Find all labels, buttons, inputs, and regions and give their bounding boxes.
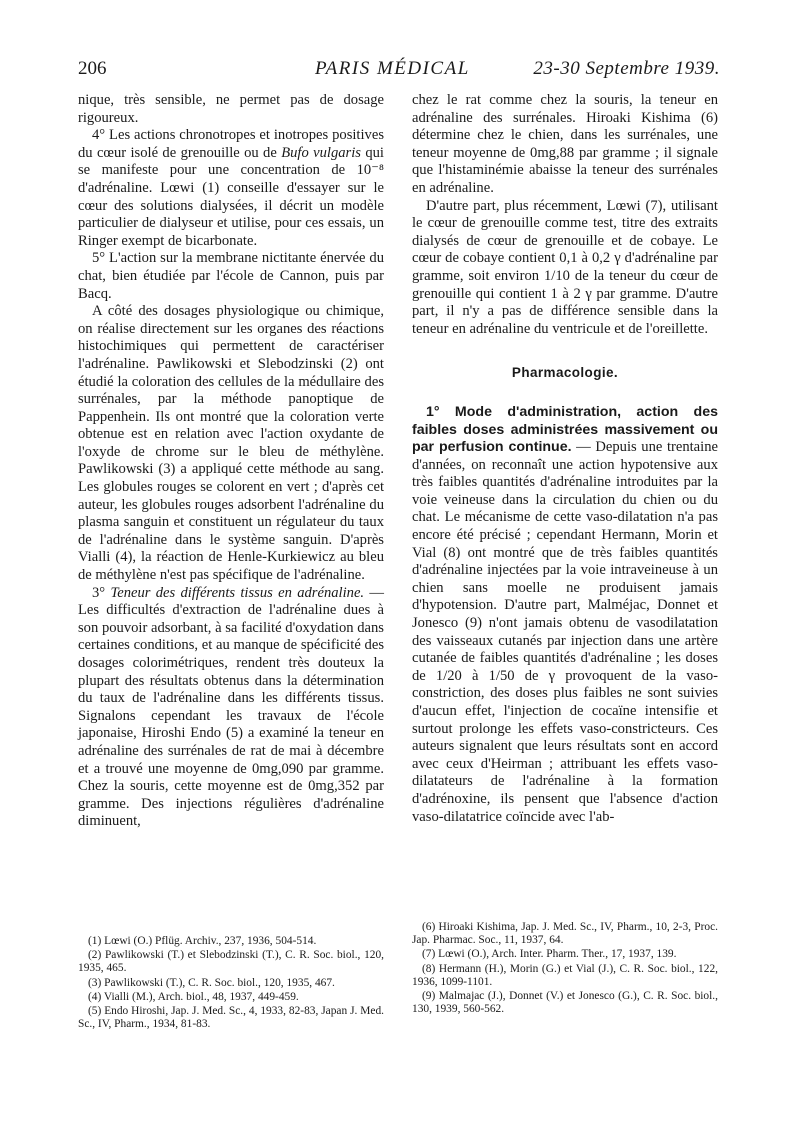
footnotes-right (412, 921, 718, 1017)
running-header (78, 58, 720, 86)
footnote: (4) Vialli (M.), Arch. biol., 48, 1937, 449-459. (88, 990, 299, 1003)
footnotes-left (78, 935, 384, 1032)
paragraph: 5° L'action sur la membrane nictitante énervée du chat, bien étudiée par l'école de Cannon, puis par Bacq. (78, 250, 384, 302)
footnote: (6) Hiroaki Kishima, Jap. J. Med. Sc., IV, Pharm., 10, 2-3, Proc. Jap. Pharmac. Soc., 11, 1937, 64. (412, 921, 718, 947)
section-heading: Pharmacologie. (511, 365, 619, 381)
footnote: (7) Lœwi (O.), Arch. Inter. Pharm. Ther., 17, 1937, 139. (422, 948, 677, 961)
paragraph: D'autre part, plus récemment, Lœwi (7), utilisant le cœur de grenouille comme test, titre des extraits dialysés de cœur de grenouille et de cobaye. Le cœur de cobaye contient 0,1 à 0,2 γ d'adrénaline par gramme, soit environ 1/10 de la teneur du cœur de grenouille qui contient 1 à 2 γ par gramme. D'autre part, il n'y a pas de différence sensible dans la teneur en adrénaline du ventricule et de l'oreillette. (412, 197, 718, 337)
paragraph: A côté des dosages physiologique ou chimique, on réalise directement sur les organes des réactions histochimiques qui permettent de caractériser l'adrénaline. Pawlikowski et Slebodzinski (2) ont étudié la coloration des cellules de la médullaire des surrénales, par la méthode panoptique de Pappenhein. Ils ont montré que la coloration verte obtenue est en relation avec l'action oxydante de l'oxyde de chrome sur le bleu de méthylène. Pawlikowski (3) a appliqué cette méthode au sang. Les globules rouges se colorent en vert ; d'après cet auteur, les globules rouges adsorbent l'adrénaline du plasma sanguin et constituent un régulateur du taux de l'adrénaline dans le système sanguin. D'après Vialli (4), la réaction de Henle-Kurkiewicz au bleu de méthylène n'est pas spécifique de l'adrénaline. (78, 303, 384, 584)
issue-date: 23-30 Septembre 1939. (533, 58, 720, 79)
journal-title: PARIS MÉDICAL (315, 58, 470, 79)
paragraph: 1° Mode d'administration, action des faibles doses administrées massivement ou par perfusion continue. — Depuis une trentaine d'années, on reconnaît une action hypotensive aux très faibles quantités d'adrénaline introduites par la voie veineuse dans la circulation du chien ou du chat. Le mécanisme de cette vaso-dilatation n'a pas encore été précisé ; cependant Hermann, Morin et Vial (8) ont montré que de très faibles quantités d'adrénaline injectées par la voie intraveineuse à un chien sans moelle ne produisent jamais d'hypotension. D'autre part, Malméjac, Donnet et Jonesco (9) n'ont jamais obtenu de vasodilatation des vaisseaux cutanés par injection dans une artère cutanée de faibles quantités d'adrénaline ; les doses de 1/20 à 1/50 de γ provoquent de la vaso-constriction, des doses plus faibles ne sont suivies d'aucun effet, l'injection de cocaïne intensifie et surtout prolonge les effets vaso-constricteurs. Ces auteurs signalent que leurs résultats sont en accord avec ceux d'Heirman ; attribuant les effets vaso-dilatateurs de l'adrénaline à la formation d'adrénoxine, ils pensent que l'absence d'action vaso-dilatatrice coïncide avec l'ab- (412, 403, 718, 825)
footnote: (1) Lœwi (O.) Pflüg. Archiv., 237, 1936, 504-514. (88, 935, 317, 947)
page-number: 206 (78, 58, 107, 79)
paragraph: 4° Les actions chronotropes et inotropes positives du cœur isolé de grenouille ou de Bufo vulgaris qui se manifeste pour une concentration de 10⁻⁸ d'adrénaline. Lœwi (1) conseille d'essayer sur le cœur des solutions dialysées, il décrit un modèle particulier de dialyseur et utilise, pour ces essais, un Ringer exempt de bicarbonate. (78, 127, 384, 249)
footnote: (3) Pawlikowski (T.), C. R. Soc. biol., 120, 1935, 467. (88, 976, 335, 989)
paragraph: chez le rat comme chez la souris, la teneur en adrénaline des surrénales. Hiroaki Kishima (6) détermine chez le chien, dans les surrénales, une teneur moyenne de 0mg,88 par gramme ; il signale que l'histaminémie abaisse la teneur des surrénales en adrénaline. (412, 92, 718, 196)
right-column (412, 92, 718, 826)
paragraph: 3° Teneur des différents tissus en adrénaline. — Les difficultés d'extraction de l'adrénaline dues à son pouvoir adsorbant, à sa facilité d'oxydation dans certaines conditions, et au manque de spécificité des dosages colorimétriques, rendent très douteux la plupart des résultats obtenus dans la détermination du taux de l'adrénaline dans les différents tissus. Signalons cependant les travaux de l'école japonaise, Hiroshi Endo (5) a examiné la teneur en adrénaline des surrénales de rat de mai à décembre et a trouvé une moyenne de 0mg,090 par gramme. Chez la souris, cette moyenne est de 0mg,352 par gramme. Des injections régulières d'adrénaline diminuent, (78, 584, 384, 830)
footnote: (2) Pawlikowski (T.) et Slebodzinski (T.), C. R. Soc. biol., 120, 1935, 465. (78, 949, 384, 975)
footnote: (5) Endo Hiroshi, Jap. J. Med. Sc., 4, 1933, 82-83, Japan J. Med. Sc., IV, Pharm., 1934, 81-83. (78, 1005, 384, 1031)
footnote: (9) Malmajac (J.), Donnet (V.) et Jonesco (G.), C. R. Soc. biol., 130, 1939, 560-562. (412, 990, 718, 1016)
left-column (78, 92, 384, 831)
paragraph: nique, très sensible, ne permet pas de dosage rigoureux. (78, 92, 384, 126)
footnote: (8) Hermann (H.), Morin (G.) et Vial (J.), C. R. Soc. biol., 122, 1936, 1099-1101. (412, 962, 718, 988)
